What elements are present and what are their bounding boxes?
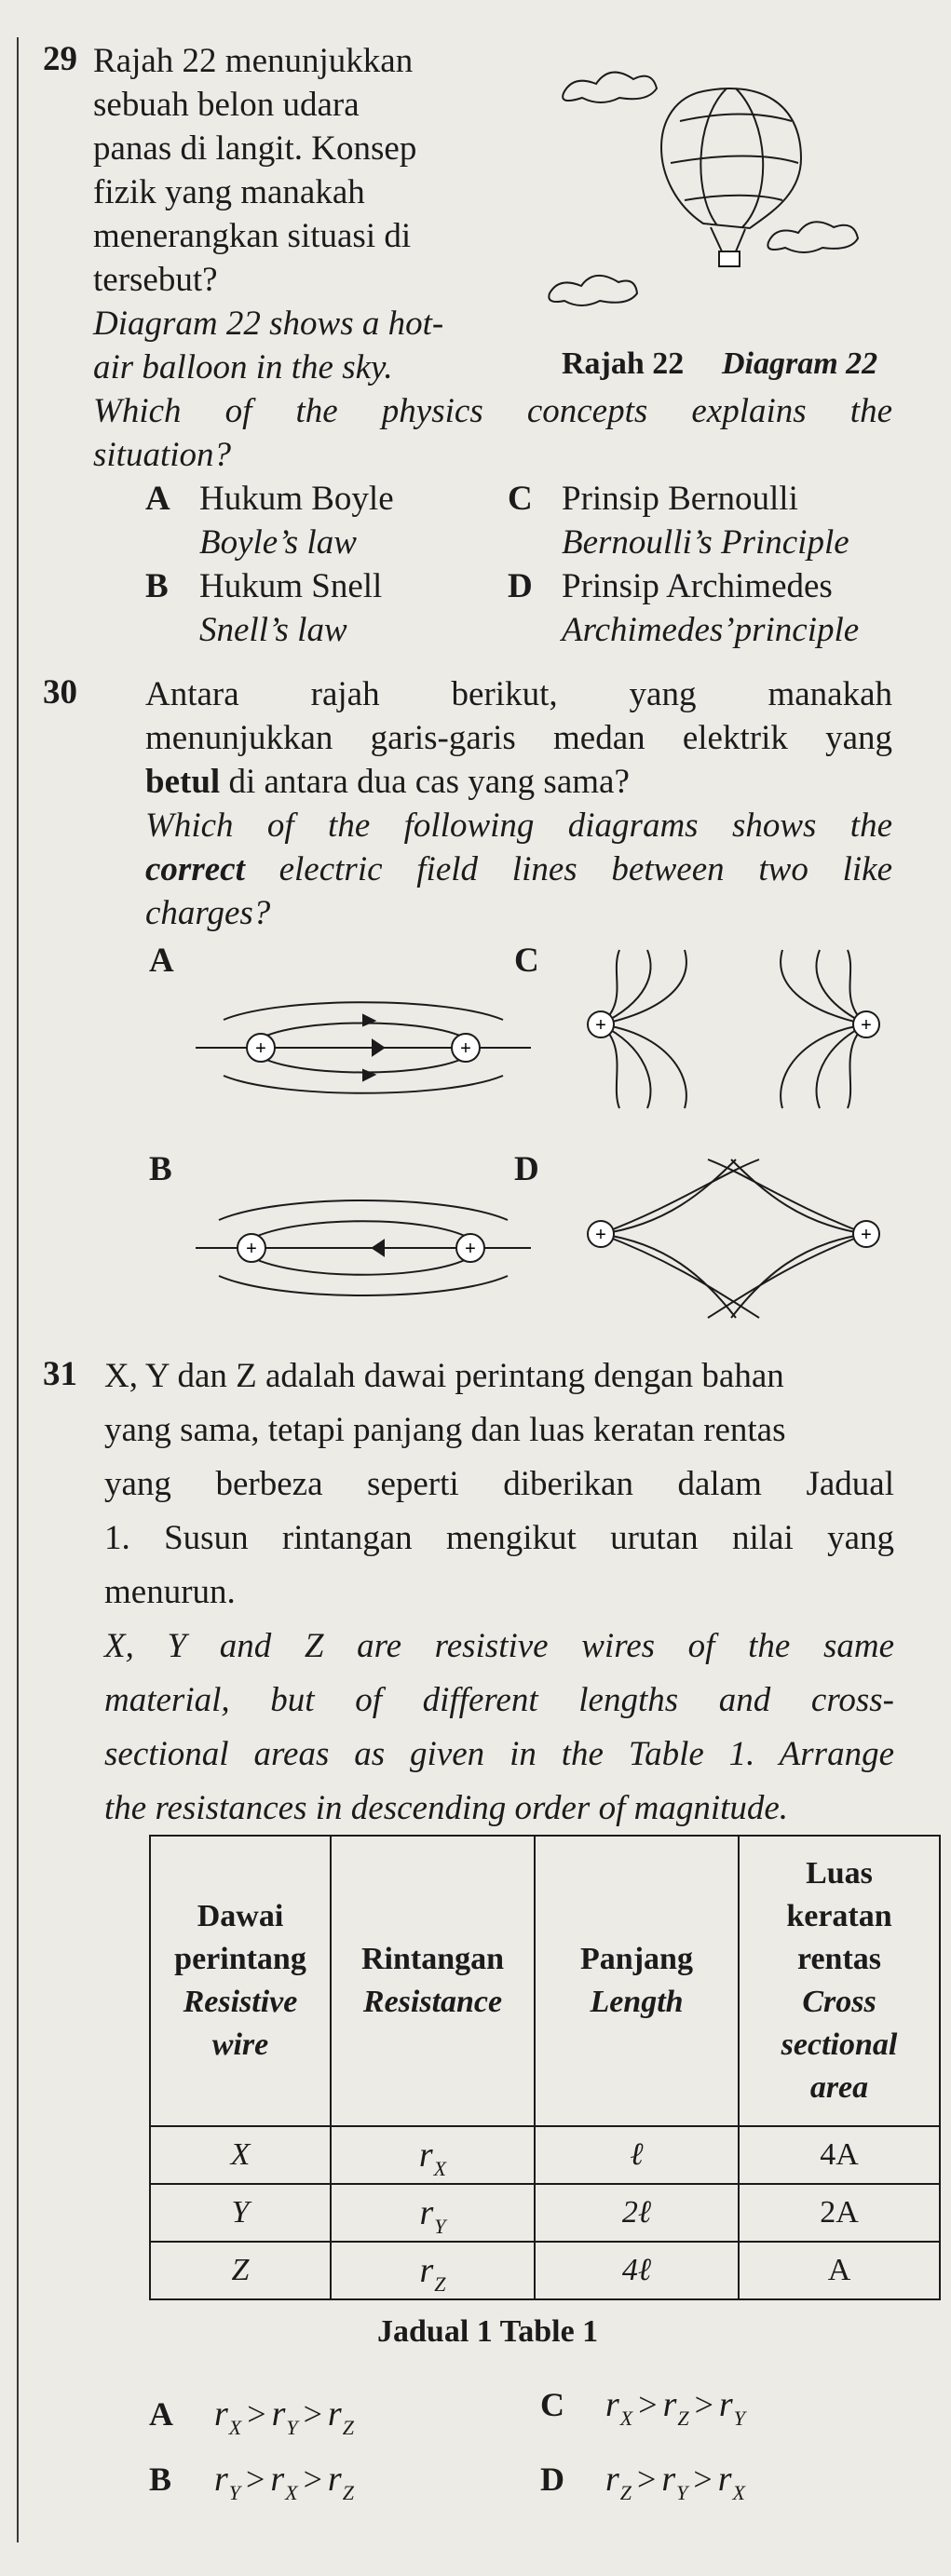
resistance-subscript: Y	[228, 2481, 241, 2504]
q31-malay-line: yang sama, tetapi panjang dan luas keratan rentas	[104, 1411, 786, 1449]
cell-area: 2A	[739, 2184, 940, 2242]
q31-english-line: X, Y and Z are resistive wires of the same	[104, 1627, 894, 1665]
q29-malay-line: menerangkan situasi di	[93, 217, 412, 255]
resistance-subscript: Y	[286, 2416, 298, 2439]
resistance-subscript: Z	[342, 2416, 354, 2439]
q30-diagram-a-label[interactable]: A	[149, 942, 174, 980]
resistance-symbol: r	[717, 2460, 732, 2499]
q30-diagram-a[interactable]	[186, 992, 540, 1104]
charge-symbol: +	[595, 1015, 606, 1036]
cell-length: 2ℓ	[535, 2184, 739, 2242]
q30-diagram-d-label[interactable]: D	[514, 1150, 539, 1188]
q29-option-a[interactable]: A Hukum Boyle	[145, 480, 394, 518]
q31-number: 31	[43, 1355, 77, 1393]
q30-diagram-c[interactable]	[573, 945, 894, 1113]
q29-caption-english: Diagram 22	[722, 346, 878, 381]
cell-resistance: $r_Y$	[331, 2184, 535, 2242]
resistance-subscript: Z	[677, 2407, 689, 2430]
q29-question-english: situation?	[93, 436, 232, 474]
table-row	[150, 2242, 940, 2299]
charge-symbol: +	[861, 1015, 872, 1036]
q31-option-a[interactable]: A $r_X > r_Y > r_Z$	[149, 2394, 354, 2439]
resistance-symbol: r	[214, 2394, 228, 2434]
resistance-symbol: r	[271, 2394, 286, 2434]
charge-symbol: +	[861, 1225, 872, 1245]
q29-option-d-english: Archimedes’principle	[562, 611, 860, 649]
header-resistance: Rintangan Resistance	[331, 1836, 535, 2126]
resistance-subscript: X	[285, 2481, 298, 2504]
q31-malay-line: X, Y dan Z adalah dawai perintang dengan bahan	[104, 1357, 784, 1395]
cell-area: 4A	[739, 2126, 940, 2184]
q30-malay-line: menunjukkan garis-garis medan elektrik yang	[145, 719, 892, 757]
q29-malay-line: panas di langit. Konsep	[93, 129, 417, 168]
resistance-table	[149, 1835, 941, 2300]
q30-english-line: charges?	[145, 894, 271, 932]
cell-resistance: $r_Z$	[331, 2242, 535, 2299]
header-length: Panjang Length	[535, 1836, 739, 2126]
table-row	[150, 2184, 940, 2242]
cell-resistance: $r_X$	[331, 2126, 535, 2184]
charge-symbol: +	[460, 1038, 471, 1059]
cell-area: A	[739, 2242, 940, 2299]
charge-symbol: +	[246, 1239, 257, 1259]
resistance-subscript: Z	[619, 2481, 632, 2504]
resistance-symbol: r	[605, 2385, 619, 2424]
q30-english-line: Which of the following diagrams shows the	[145, 807, 892, 845]
q31-english-line: material, but of different lengths and cross-	[104, 1681, 894, 1719]
resistance-subscript: Y	[676, 2481, 688, 2504]
q29-number: 29	[43, 40, 77, 78]
resistance-symbol: r	[661, 2460, 676, 2499]
q29-malay-line: Rajah 22 menunjukkan	[93, 42, 414, 80]
resistance-subscript: X	[619, 2407, 633, 2430]
hot-air-balloon-diagram	[545, 56, 931, 335]
q29-caption-malay: Rajah 22	[562, 346, 685, 381]
resistance-symbol: r	[270, 2460, 285, 2499]
q29-english-line: Diagram 22 shows a hot-	[93, 305, 444, 343]
margin-line	[17, 37, 19, 2542]
charge-symbol: +	[255, 1038, 266, 1059]
q29-malay-line: sebuah belon udara	[93, 86, 360, 124]
q29-option-c[interactable]: C Prinsip Bernoulli	[508, 480, 798, 518]
greater-than-symbol: >	[693, 2461, 713, 2498]
table-header-row	[150, 1836, 940, 2126]
q30-english-line: correct electric field lines between two like	[145, 850, 892, 888]
resistance-symbol: r	[605, 2460, 619, 2499]
q31-malay-line: 1. Susun rintangan mengikut urutan nilai yang	[104, 1519, 894, 1557]
charge-symbol: +	[465, 1239, 476, 1259]
cell-wire: Z	[150, 2242, 331, 2299]
q31-malay-line: yang berbeza seperti diberikan dalam Jadual	[104, 1465, 894, 1503]
resistance-symbol: r	[327, 2394, 342, 2434]
greater-than-symbol: >	[303, 2461, 322, 2498]
q29-malay-line: fizik yang manakah	[93, 173, 365, 211]
q29-option-b-english: Snell’s law	[199, 611, 347, 649]
resistance-subscript: Z	[342, 2481, 354, 2504]
q29-option-a-english: Boyle’s law	[199, 523, 357, 562]
resistance-symbol: r	[662, 2385, 677, 2424]
greater-than-symbol: >	[638, 2386, 658, 2423]
q29-option-b[interactable]: B Hukum Snell	[145, 567, 383, 605]
greater-than-symbol: >	[303, 2395, 322, 2433]
greater-than-symbol: >	[246, 2461, 265, 2498]
resistance-symbol: r	[327, 2460, 342, 2499]
cell-length: 4ℓ	[535, 2242, 739, 2299]
q31-malay-line: menurun.	[104, 1573, 236, 1611]
resistance-subscript: X	[732, 2481, 745, 2504]
q30-diagram-c-label[interactable]: C	[514, 942, 539, 980]
q30-number: 30	[43, 673, 77, 712]
q30-diagram-b-label[interactable]: B	[149, 1150, 172, 1188]
q30-malay-line: Antara rajah berikut, yang manakah	[145, 675, 892, 713]
table-row	[150, 2126, 940, 2184]
q29-malay-line: tersebut?	[93, 261, 218, 299]
balloon-basket	[719, 251, 740, 266]
q30-diagram-b[interactable]	[186, 1192, 540, 1304]
q29-question-english: Which of the physics concepts explains the	[93, 392, 892, 430]
q31-english-line: sectional areas as given in the Table 1. Arrange	[104, 1735, 894, 1773]
table-caption: Jadual 1 Table 1	[377, 2314, 599, 2349]
greater-than-symbol: >	[637, 2461, 657, 2498]
q31-option-b[interactable]: B $r_Y > r_X > r_Z$	[149, 2460, 354, 2504]
q30-diagram-d[interactable]	[573, 1155, 894, 1322]
cell-length: ℓ	[535, 2126, 739, 2184]
cloud	[768, 222, 858, 252]
q29-english-line: air balloon in the sky.	[93, 348, 393, 386]
q29-option-c-english: Bernoulli’s Principle	[562, 523, 849, 562]
greater-than-symbol: >	[694, 2386, 713, 2423]
greater-than-symbol: >	[247, 2395, 266, 2433]
header-resistive-wire: Dawai perintang Resistive wire	[150, 1836, 331, 2126]
q30-malay-line: betul di antara dua cas yang sama?	[145, 763, 630, 801]
resistance-symbol: r	[718, 2385, 733, 2424]
q31-option-c[interactable]: C $r_X > r_Z > r_Y$	[540, 2385, 745, 2430]
header-cross-sectional-area: Luas keratan rentas Cross sectional area	[739, 1836, 940, 2126]
cloud	[549, 276, 637, 305]
q31-english-line: the resistances in descending order of magnitude.	[104, 1789, 789, 1827]
cell-wire: X	[150, 2126, 331, 2184]
cloud	[563, 73, 657, 102]
cell-wire: Y	[150, 2184, 331, 2242]
resistance-subscript: X	[228, 2416, 242, 2439]
resistance-symbol: r	[214, 2460, 228, 2499]
q31-option-d[interactable]: D $r_Z > r_Y > r_X$	[540, 2460, 745, 2504]
resistance-subscript: Y	[733, 2407, 745, 2430]
q29-option-d[interactable]: D Prinsip Archimedes	[508, 567, 833, 605]
charge-symbol: +	[595, 1225, 606, 1245]
